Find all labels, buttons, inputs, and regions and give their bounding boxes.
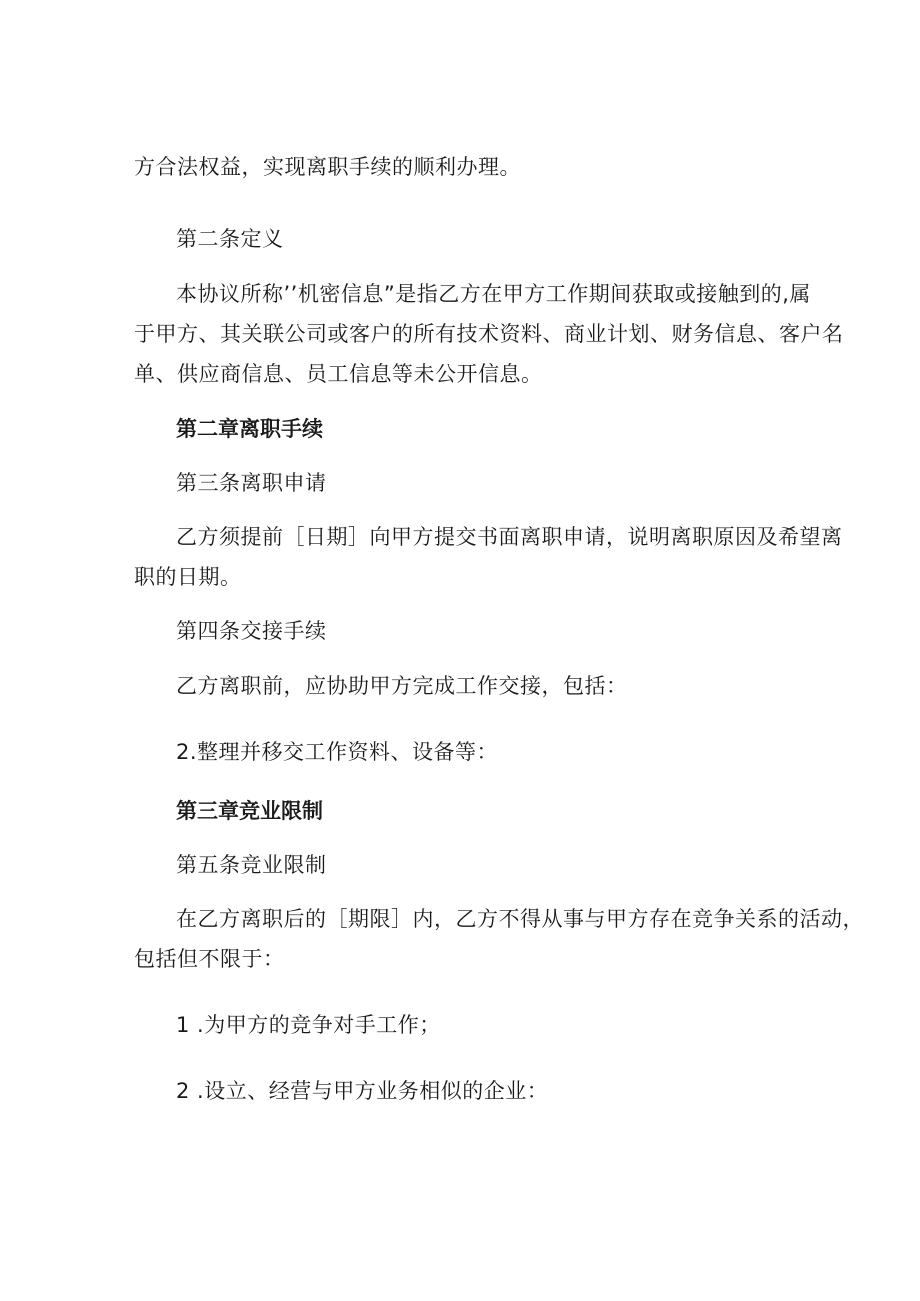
non-compete-paragraph-line-1: 在乙方离职后的［期限］内，乙方不得从事与甲方存在竞争关系的活动， (176, 907, 864, 931)
paragraph-continuation: 方合法权益，实现离职手续的顺利办理。 (134, 155, 521, 179)
article-3-heading: 第三条离职申请 (176, 471, 327, 495)
resignation-paragraph-line-2: 职的日期。 (134, 565, 242, 589)
definition-paragraph-line-1: 本协议所称’’机密信息”是指乙方在甲方工作期间获取或接触到的,属 (176, 282, 811, 306)
article-4-heading: 第四条交接手续 (176, 619, 327, 643)
non-compete-list-item-2: 2 .设立、经营与甲方业务相似的企业： (176, 1079, 549, 1103)
resignation-paragraph-line-1: 乙方须提前［日期］向甲方提交书面离职申请，说明离职原因及希望离 (176, 525, 843, 549)
chapter-2-heading: 第二章离职手续 (176, 417, 323, 441)
article-2-heading: 第二条定义 (176, 227, 284, 251)
handover-paragraph: 乙方离职前，应协助甲方完成工作交接，包括： (176, 674, 628, 698)
non-compete-paragraph-line-2: 包括但不限于： (134, 947, 285, 971)
non-compete-list-item-1: 1 .为甲方的竞争对手工作； (176, 1013, 441, 1037)
definition-paragraph-line-3: 单、供应商信息、员工信息等未公开信息。 (134, 362, 543, 386)
definition-paragraph-line-2: 于甲方、其关联公司或客户的所有技术资料、商业计划、财务信息、客户名 (134, 322, 844, 346)
chapter-3-heading: 第三章竞业限制 (176, 799, 323, 823)
handover-list-item-2: 2.整理并移交工作资料、设备等： (176, 740, 499, 764)
article-5-heading: 第五条竞业限制 (176, 853, 327, 877)
